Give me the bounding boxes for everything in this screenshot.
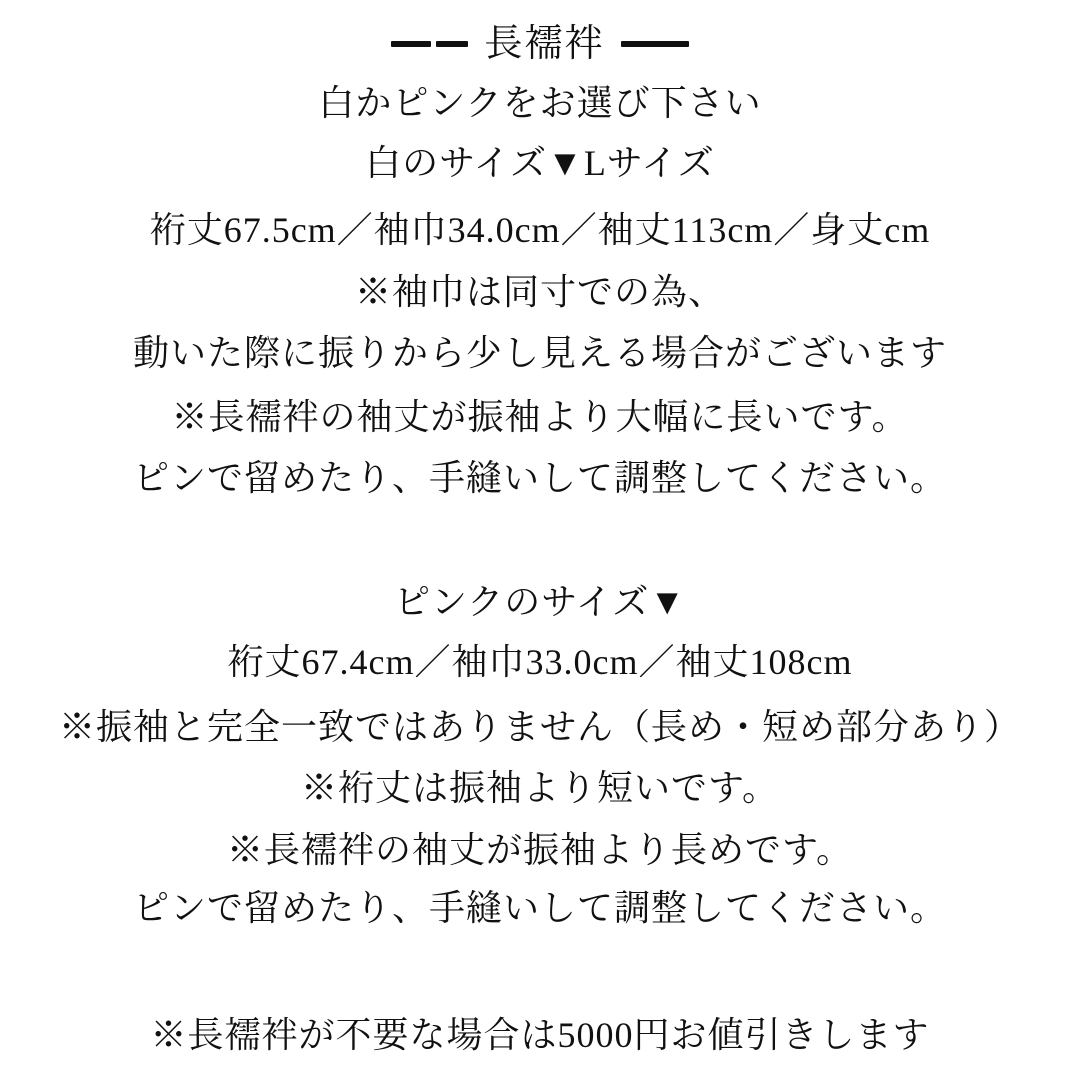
- white-measurements: 裄丈67.5cm／袖巾34.0cm／袖丈113cm／身丈cm: [149, 210, 931, 250]
- pink-note-not-exact-match: ※振袖と完全一致ではありません（長め・短め部分あり）: [58, 707, 1021, 747]
- color-select-instruction: 白かピンクをお選び下さい: [318, 83, 762, 123]
- discount-note: ※長襦袢が不要な場合は5000円お値引きします: [150, 1015, 930, 1055]
- title-dash-right: [621, 41, 689, 47]
- white-note-visible-when-moving: 動いた際に振りから少し見える場合がございます: [132, 333, 947, 373]
- white-size-header: 白のサイズ▼Lサイズ: [365, 143, 715, 183]
- white-note-sleeve-length: ※長襦袢の袖丈が振袖より大幅に長いです。: [171, 397, 909, 437]
- pink-note-adjustment: ピンで留めたり、手縫いして調整してください。: [132, 888, 947, 928]
- title-dash-left: [391, 41, 468, 47]
- pink-measurements: 裄丈67.4cm／袖巾33.0cm／袖丈108cm: [227, 642, 853, 682]
- pink-note-sleeve-longer: ※長襦袢の袖丈が振袖より長めです。: [226, 830, 854, 870]
- title-dash-left-segment-1: [391, 41, 431, 47]
- title-dash-left-segment-2: [436, 41, 468, 47]
- white-note-sleeve-width: ※袖巾は同寸での為、: [354, 272, 725, 312]
- pink-size-header: ピンクのサイズ▼: [393, 582, 687, 622]
- pink-note-yuki-shorter: ※裄丈は振袖より短いです。: [300, 768, 780, 808]
- white-note-adjustment: ピンで留めたり、手縫いして調整してください。: [132, 458, 947, 498]
- page-title: 長襦袢: [484, 23, 605, 65]
- title-dash-right-segment: [621, 41, 689, 47]
- section-title-row: [0, 24, 1080, 64]
